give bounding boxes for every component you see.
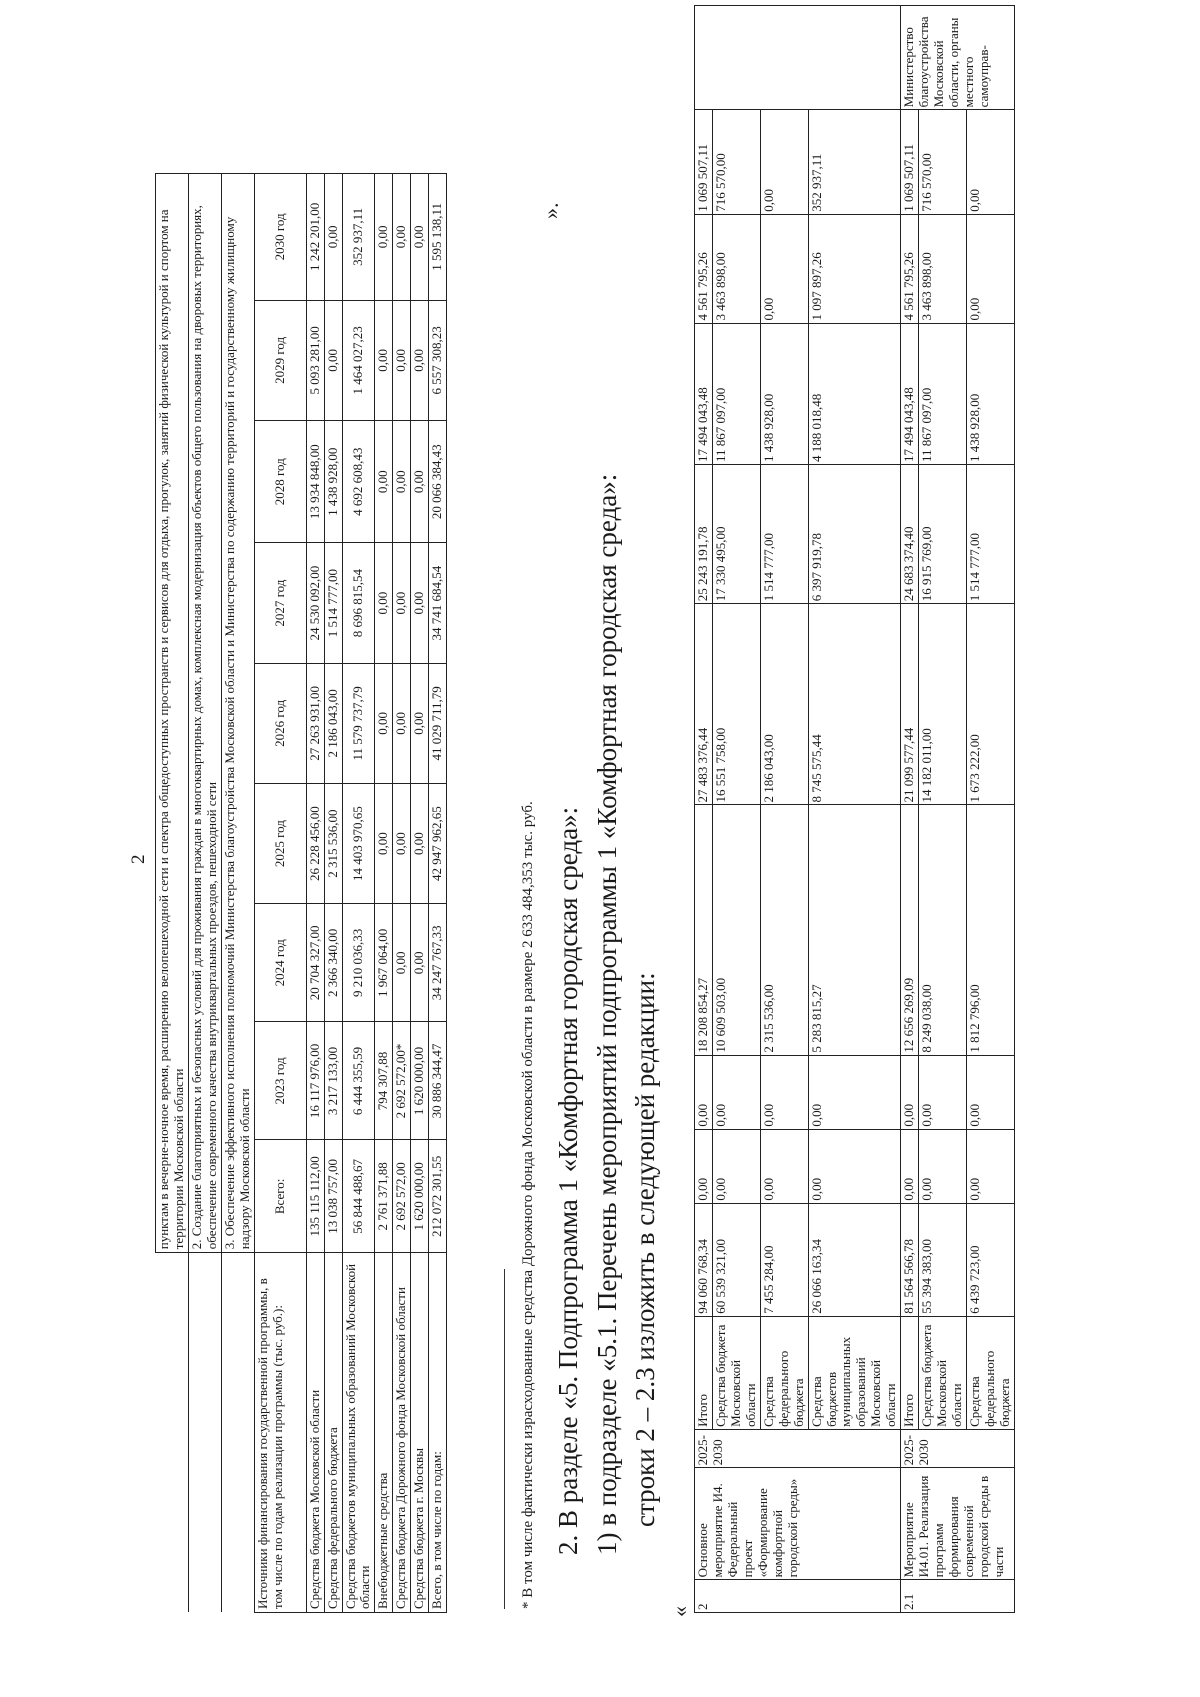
measure-value: 24 683 374,40 [901, 464, 919, 603]
measure-value: 1 673 222,00 [966, 604, 1014, 805]
measure-value: 1 097 897,26 [808, 214, 901, 323]
measure-value: 2 186 043,00 [760, 604, 808, 805]
finance-row [375, 174, 393, 1613]
measure-value: 0,00 [966, 1129, 1014, 1203]
measure-value: 1 812 796,00 [966, 805, 1014, 1055]
footnote: * В том числе фактически израсходованные средства Дорожного фонда Московской области в размере 2 633 484,353 тыс. руб. [520, 801, 536, 1609]
finance-value: 0,00 [375, 174, 393, 301]
objective-row [188, 174, 221, 1613]
measure-source: Итого [695, 1316, 713, 1429]
measure-value: 26 066 163,34 [808, 1203, 901, 1316]
finance-value: 0,00 [393, 904, 411, 1022]
measure-value: 1 514 777,00 [760, 464, 808, 603]
finance-source: Средства федерального бюджета [324, 1253, 342, 1613]
measure-value: 0,00 [760, 1129, 808, 1203]
measure-value: 1 438 928,00 [966, 323, 1014, 464]
measure-value: 0,00 [901, 1055, 919, 1129]
finance-value: 20 704 327,00 [306, 904, 324, 1022]
objective-text-3: 3. Обеспечение эффективного исполнения полномочий Министерства благоустройства Московской области и Министерства по содержанию территорий и государственному жилищному надзору Московской области [221, 174, 254, 1253]
measure-value: 0,00 [760, 214, 808, 323]
measure-value: 1 438 928,00 [760, 323, 808, 464]
finance-source: Внебюджетные средства [375, 1253, 393, 1613]
finance-value: 34 741 684,54 [429, 543, 447, 663]
measure-value: 8 745 575,44 [808, 604, 901, 805]
header-sources: Источники финансирования государственной программы, в том числе по годам реализации программы (тыс. руб.): [254, 1253, 306, 1613]
finance-value: 0,00 [393, 300, 411, 420]
measure-value: 1 069 507,11 [695, 110, 713, 214]
measure-period: 2025-2030 [901, 1429, 1015, 1467]
header-2029: 2029 год [254, 300, 306, 420]
finance-value: 1 438 928,00 [324, 421, 342, 543]
measures-table-body [695, 6, 1015, 1613]
measure-value: 0,00 [901, 1129, 919, 1203]
measure-row [901, 6, 919, 1613]
finance-source: Всего, в том числе по годам: [429, 1253, 447, 1613]
section-heading: 2. В разделе «5. Подпрограмма 1 «Комфортная городская среда»: [553, 806, 583, 1555]
measure-value: 8 249 038,00 [919, 805, 967, 1055]
finance-source: Средства бюджетов муниципальных образований Московской области [342, 1253, 375, 1613]
measure-source: Итого [901, 1316, 919, 1429]
measure-value: 16 915 769,00 [919, 464, 967, 603]
measure-number: 2 [695, 1580, 901, 1613]
measure-value: 10 609 503,00 [712, 805, 760, 1055]
measure-value: 11 867 097,00 [919, 323, 967, 464]
measure-value: 0,00 [966, 110, 1014, 214]
finance-value: 0,00 [411, 783, 429, 903]
finance-value: 0,00 [393, 174, 411, 301]
objective-row [221, 174, 254, 1613]
finance-value: 34 247 767,33 [429, 904, 447, 1022]
finance-value: 2 692 572,00 [393, 1140, 411, 1253]
measure-value: 0,00 [712, 1129, 760, 1203]
finance-value: 794 307,88 [375, 1022, 393, 1140]
finance-value: 41 029 711,79 [429, 663, 447, 783]
measures-table [694, 5, 1015, 1613]
measure-value: 6 439 723,00 [966, 1203, 1014, 1316]
measure-value: 0,00 [760, 110, 808, 214]
measure-value: 0,00 [808, 1055, 901, 1129]
finance-value: 2 315 536,00 [324, 783, 342, 903]
measure-value: 12 656 269,09 [901, 805, 919, 1055]
finance-row [306, 174, 324, 1613]
finance-value: 0,00 [411, 174, 429, 301]
finance-value: 0,00 [375, 300, 393, 420]
measure-value: 7 455 284,00 [760, 1203, 808, 1316]
measure-period: 2025-2030 [695, 1429, 901, 1467]
finance-value: 0,00 [375, 421, 393, 543]
measure-value: 0,00 [808, 1129, 901, 1203]
finance-value: 0,00 [411, 663, 429, 783]
finance-value: 0,00 [393, 543, 411, 663]
finance-value: 1 514 777,00 [324, 543, 342, 663]
closing-quote: ». [538, 202, 563, 219]
measure-value: 716 570,00 [712, 110, 760, 214]
finance-value: 26 228 456,00 [306, 783, 324, 903]
measure-value: 5 283 815,27 [808, 805, 901, 1055]
finance-header-row [254, 174, 306, 1613]
finance-value: 13 934 848,00 [306, 421, 324, 543]
finance-value: 5 093 281,00 [306, 300, 324, 420]
finance-value: 0,00 [324, 300, 342, 420]
finance-row [324, 174, 342, 1613]
finance-value: 0,00 [393, 783, 411, 903]
finance-value: 8 696 815,54 [342, 543, 375, 663]
footnote-separator [504, 1269, 505, 1609]
header-2026: 2026 год [254, 663, 306, 783]
finance-value: 1 967 064,00 [375, 904, 393, 1022]
measure-value: 60 539 321,00 [712, 1203, 760, 1316]
finance-value: 2 761 371,88 [375, 1140, 393, 1253]
finance-value: 0,00 [375, 543, 393, 663]
measure-value: 17 494 043,48 [695, 323, 713, 464]
measure-value: 716 570,00 [919, 110, 967, 214]
finance-value: 6 444 355,59 [342, 1022, 375, 1140]
measure-row [712, 6, 760, 1613]
measure-value: 3 463 898,00 [919, 214, 967, 323]
finance-value: 6 557 308,23 [429, 300, 447, 420]
measure-value: 0,00 [966, 1055, 1014, 1129]
finance-table [155, 173, 447, 1613]
finance-value: 135 115 112,00 [306, 1140, 324, 1253]
finance-value: 1 464 027,23 [342, 300, 375, 420]
measure-value: 17 330 495,00 [712, 464, 760, 603]
measure-value: 81 564 566,78 [901, 1203, 919, 1316]
measure-value: 0,00 [695, 1055, 713, 1129]
header-total: Всего: [254, 1140, 306, 1253]
opening-quote: « [667, 1606, 692, 1617]
finance-value: 3 217 133,00 [324, 1022, 342, 1140]
measure-value: 21 099 577,44 [901, 604, 919, 805]
measure-value: 3 463 898,00 [712, 214, 760, 323]
measure-name: Основное мероприятие И4. Федеральный проект «Формирование комфортной городской среды» [695, 1468, 901, 1580]
measure-row [808, 6, 901, 1613]
subsection-heading: 1) в подразделе «5.1. Перечень мероприятий подпрограммы 1 «Комфортная городская среда»: [592, 473, 622, 1555]
finance-value: 4 692 608,43 [342, 421, 375, 543]
finance-value: 2 692 572,00* [393, 1022, 411, 1140]
finance-value: 212 072 301,55 [429, 1140, 447, 1253]
finance-value: 1 242 201,00 [306, 174, 324, 301]
finance-row [342, 174, 375, 1613]
measure-value: 0,00 [966, 214, 1014, 323]
finance-row [393, 174, 411, 1613]
finance-value: 0,00 [411, 543, 429, 663]
finance-value: 0,00 [375, 783, 393, 903]
finance-value: 11 579 737,79 [342, 663, 375, 783]
finance-value: 1 595 138,11 [429, 174, 447, 301]
instruction-heading: строки 2 – 2.3 изложить в следующей редакции: [630, 972, 660, 1527]
finance-value: 352 937,11 [342, 174, 375, 301]
measure-value: 2 315 536,00 [760, 805, 808, 1055]
measure-value: 1 069 507,11 [901, 110, 919, 214]
finance-value: 42 947 962,65 [429, 783, 447, 903]
header-2027: 2027 год [254, 543, 306, 663]
measure-row [695, 6, 713, 1613]
header-2030: 2030 год [254, 174, 306, 301]
header-2028: 2028 год [254, 421, 306, 543]
measure-number: 2.1 [901, 1580, 1015, 1613]
measure-value: 55 394 383,00 [919, 1203, 967, 1316]
finance-value: 2 186 043,00 [324, 663, 342, 783]
measure-source: Средства федерального бюджета [966, 1316, 1014, 1429]
measure-value: 17 494 043,48 [901, 323, 919, 464]
measure-value: 11 867 097,00 [712, 323, 760, 464]
finance-source: Средства бюджета г. Москвы [411, 1253, 429, 1613]
measure-value: 4 561 795,26 [695, 214, 713, 323]
finance-row [411, 174, 429, 1613]
finance-value: 0,00 [411, 904, 429, 1022]
header-2023: 2023 год [254, 1022, 306, 1140]
measure-source: Средства бюджета Московской области [919, 1316, 967, 1429]
measure-value: 18 208 854,27 [695, 805, 713, 1055]
finance-value: 9 210 036,33 [342, 904, 375, 1022]
measure-value: 25 243 191,78 [695, 464, 713, 603]
finance-value: 13 038 757,00 [324, 1140, 342, 1253]
measure-value: 0,00 [695, 1129, 713, 1203]
finance-table-body [306, 174, 447, 1613]
measure-row [919, 6, 967, 1613]
finance-value: 1 620 000,00 [411, 1140, 429, 1253]
objective-text-1: пунктам в вечерне-ночное время, расширению велопешеходной сети и спектра общедоступных пространств и сервисов для отдыха, прогулок, занятий физической культурой и спортом на территории Московской области [156, 174, 189, 1253]
measure-value: 0,00 [760, 1055, 808, 1129]
measure-value: 6 397 919,78 [808, 464, 901, 603]
finance-value: 0,00 [411, 300, 429, 420]
measure-value: 352 937,11 [808, 110, 901, 214]
measure-value: 27 483 376,44 [695, 604, 713, 805]
finance-value: 0,00 [411, 421, 429, 543]
finance-value: 24 530 092,00 [306, 543, 324, 663]
finance-source: Средства бюджета Дорожного фонда Московской области [393, 1253, 411, 1613]
finance-value: 30 886 344,47 [429, 1022, 447, 1140]
finance-value: 0,00 [393, 421, 411, 543]
finance-value: 1 620 000,00 [411, 1022, 429, 1140]
page-number: 2 [128, 854, 149, 864]
objective-text-2: 2. Создание благоприятных и безопасных условий для проживания граждан в многоквартирных домах, комплексная модернизация объектов общего пользования на дворовых территориях, обеспечение современного качества внутриквартальных проездов, пешеходной сети [188, 174, 221, 1253]
measure-source: Средства бюджетов муниципальных образований Московской области [808, 1316, 901, 1429]
measure-value: 94 060 768,34 [695, 1203, 713, 1316]
measure-source: Средства федерального бюджета [760, 1316, 808, 1429]
finance-source: Средства бюджета Московской области [306, 1253, 324, 1613]
measure-row [966, 6, 1014, 1613]
measure-value: 1 514 777,00 [966, 464, 1014, 603]
finance-value: 14 403 970,65 [342, 783, 375, 903]
finance-value: 0,00 [393, 663, 411, 783]
measure-value: 0,00 [919, 1129, 967, 1203]
measure-responsible [695, 6, 901, 110]
finance-value: 0,00 [324, 174, 342, 301]
finance-value: 20 066 384,43 [429, 421, 447, 543]
finance-row [429, 174, 447, 1613]
finance-value: 16 117 976,00 [306, 1022, 324, 1140]
measure-value: 0,00 [712, 1055, 760, 1129]
measure-source: Средства бюджета Московской области [712, 1316, 760, 1429]
finance-value: 27 263 931,00 [306, 663, 324, 783]
finance-value: 2 366 340,00 [324, 904, 342, 1022]
measure-responsible: Министерство благоустройства Московской области, органы местного самоуправ- [901, 6, 1015, 110]
measure-value: 0,00 [919, 1055, 967, 1129]
measure-value: 14 182 011,00 [919, 604, 967, 805]
measure-row [760, 6, 808, 1613]
header-2024: 2024 год [254, 904, 306, 1022]
measure-name: Мероприятие И4.01. Реализация программ формирования современной городской среды в части [901, 1468, 1015, 1580]
measure-value: 16 551 758,00 [712, 604, 760, 805]
measure-value: 4 188 018,48 [808, 323, 901, 464]
header-2025: 2025 год [254, 783, 306, 903]
objective-row [156, 174, 189, 1613]
finance-value: 56 844 488,67 [342, 1140, 375, 1253]
measure-value: 4 561 795,26 [901, 214, 919, 323]
finance-value: 0,00 [375, 663, 393, 783]
